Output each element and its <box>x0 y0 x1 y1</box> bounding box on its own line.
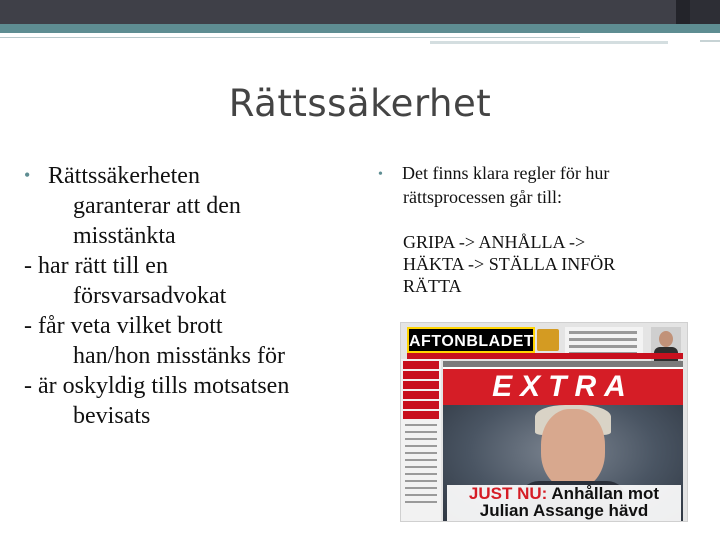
text-line: rättsprocessen går till: <box>403 187 562 207</box>
headline-text: Anhållan mot <box>547 484 660 503</box>
news-photo <box>443 405 683 521</box>
header-rule <box>0 37 580 38</box>
text-line: garanterar att den <box>73 193 241 219</box>
right-column <box>378 162 698 297</box>
header-bar <box>0 0 720 24</box>
newspaper-main <box>443 361 683 521</box>
bullet-text: Det finns klara regler för hur <box>402 163 610 183</box>
header-rule <box>700 40 720 42</box>
process-line: RÄTTA <box>403 276 462 296</box>
header-accent-bar <box>0 24 720 33</box>
text-line: - har rätt till en <box>24 253 168 279</box>
text-line: - är oskyldig tills motsatsen <box>24 373 290 399</box>
header-block <box>676 0 690 24</box>
text-line: försvarsadvokat <box>73 283 227 309</box>
left-column <box>24 160 364 431</box>
header-block <box>690 0 720 24</box>
nav-bar <box>407 353 683 359</box>
process-line: GRIPA -> ANHÅLLA -> <box>403 232 586 252</box>
bullet-icon: • <box>24 165 31 185</box>
portrait-face <box>541 409 605 489</box>
masthead-badge <box>537 329 559 351</box>
text-line: misstänkta <box>73 223 176 249</box>
slide-title: Rättssäkerhet <box>228 82 492 125</box>
text-line: - får veta vilket brott <box>24 313 223 339</box>
text-line: bevisats <box>73 403 151 429</box>
newspaper-masthead: AFTONBLADET <box>407 327 535 353</box>
newspaper-sidebar <box>401 359 441 521</box>
headline-prefix: JUST NU: <box>468 484 548 503</box>
extra-banner: EXTRA <box>443 369 683 405</box>
newspaper-image <box>400 322 688 522</box>
portrait-thumbnail <box>651 327 681 365</box>
subnav-bar <box>443 361 683 367</box>
process-line: HÄKTA -> STÄLLA INFÖR <box>403 254 616 274</box>
bullet-icon: • <box>378 167 383 182</box>
text-line: han/hon misstänks för <box>73 343 285 369</box>
headline-text-line2: Julian Assange hävd <box>479 501 649 520</box>
news-headline <box>447 485 681 521</box>
bullet-item <box>378 162 698 186</box>
header-rule <box>430 41 668 44</box>
bullet-text: Rättssäkerheten <box>48 163 200 189</box>
bullet-item <box>24 160 364 191</box>
